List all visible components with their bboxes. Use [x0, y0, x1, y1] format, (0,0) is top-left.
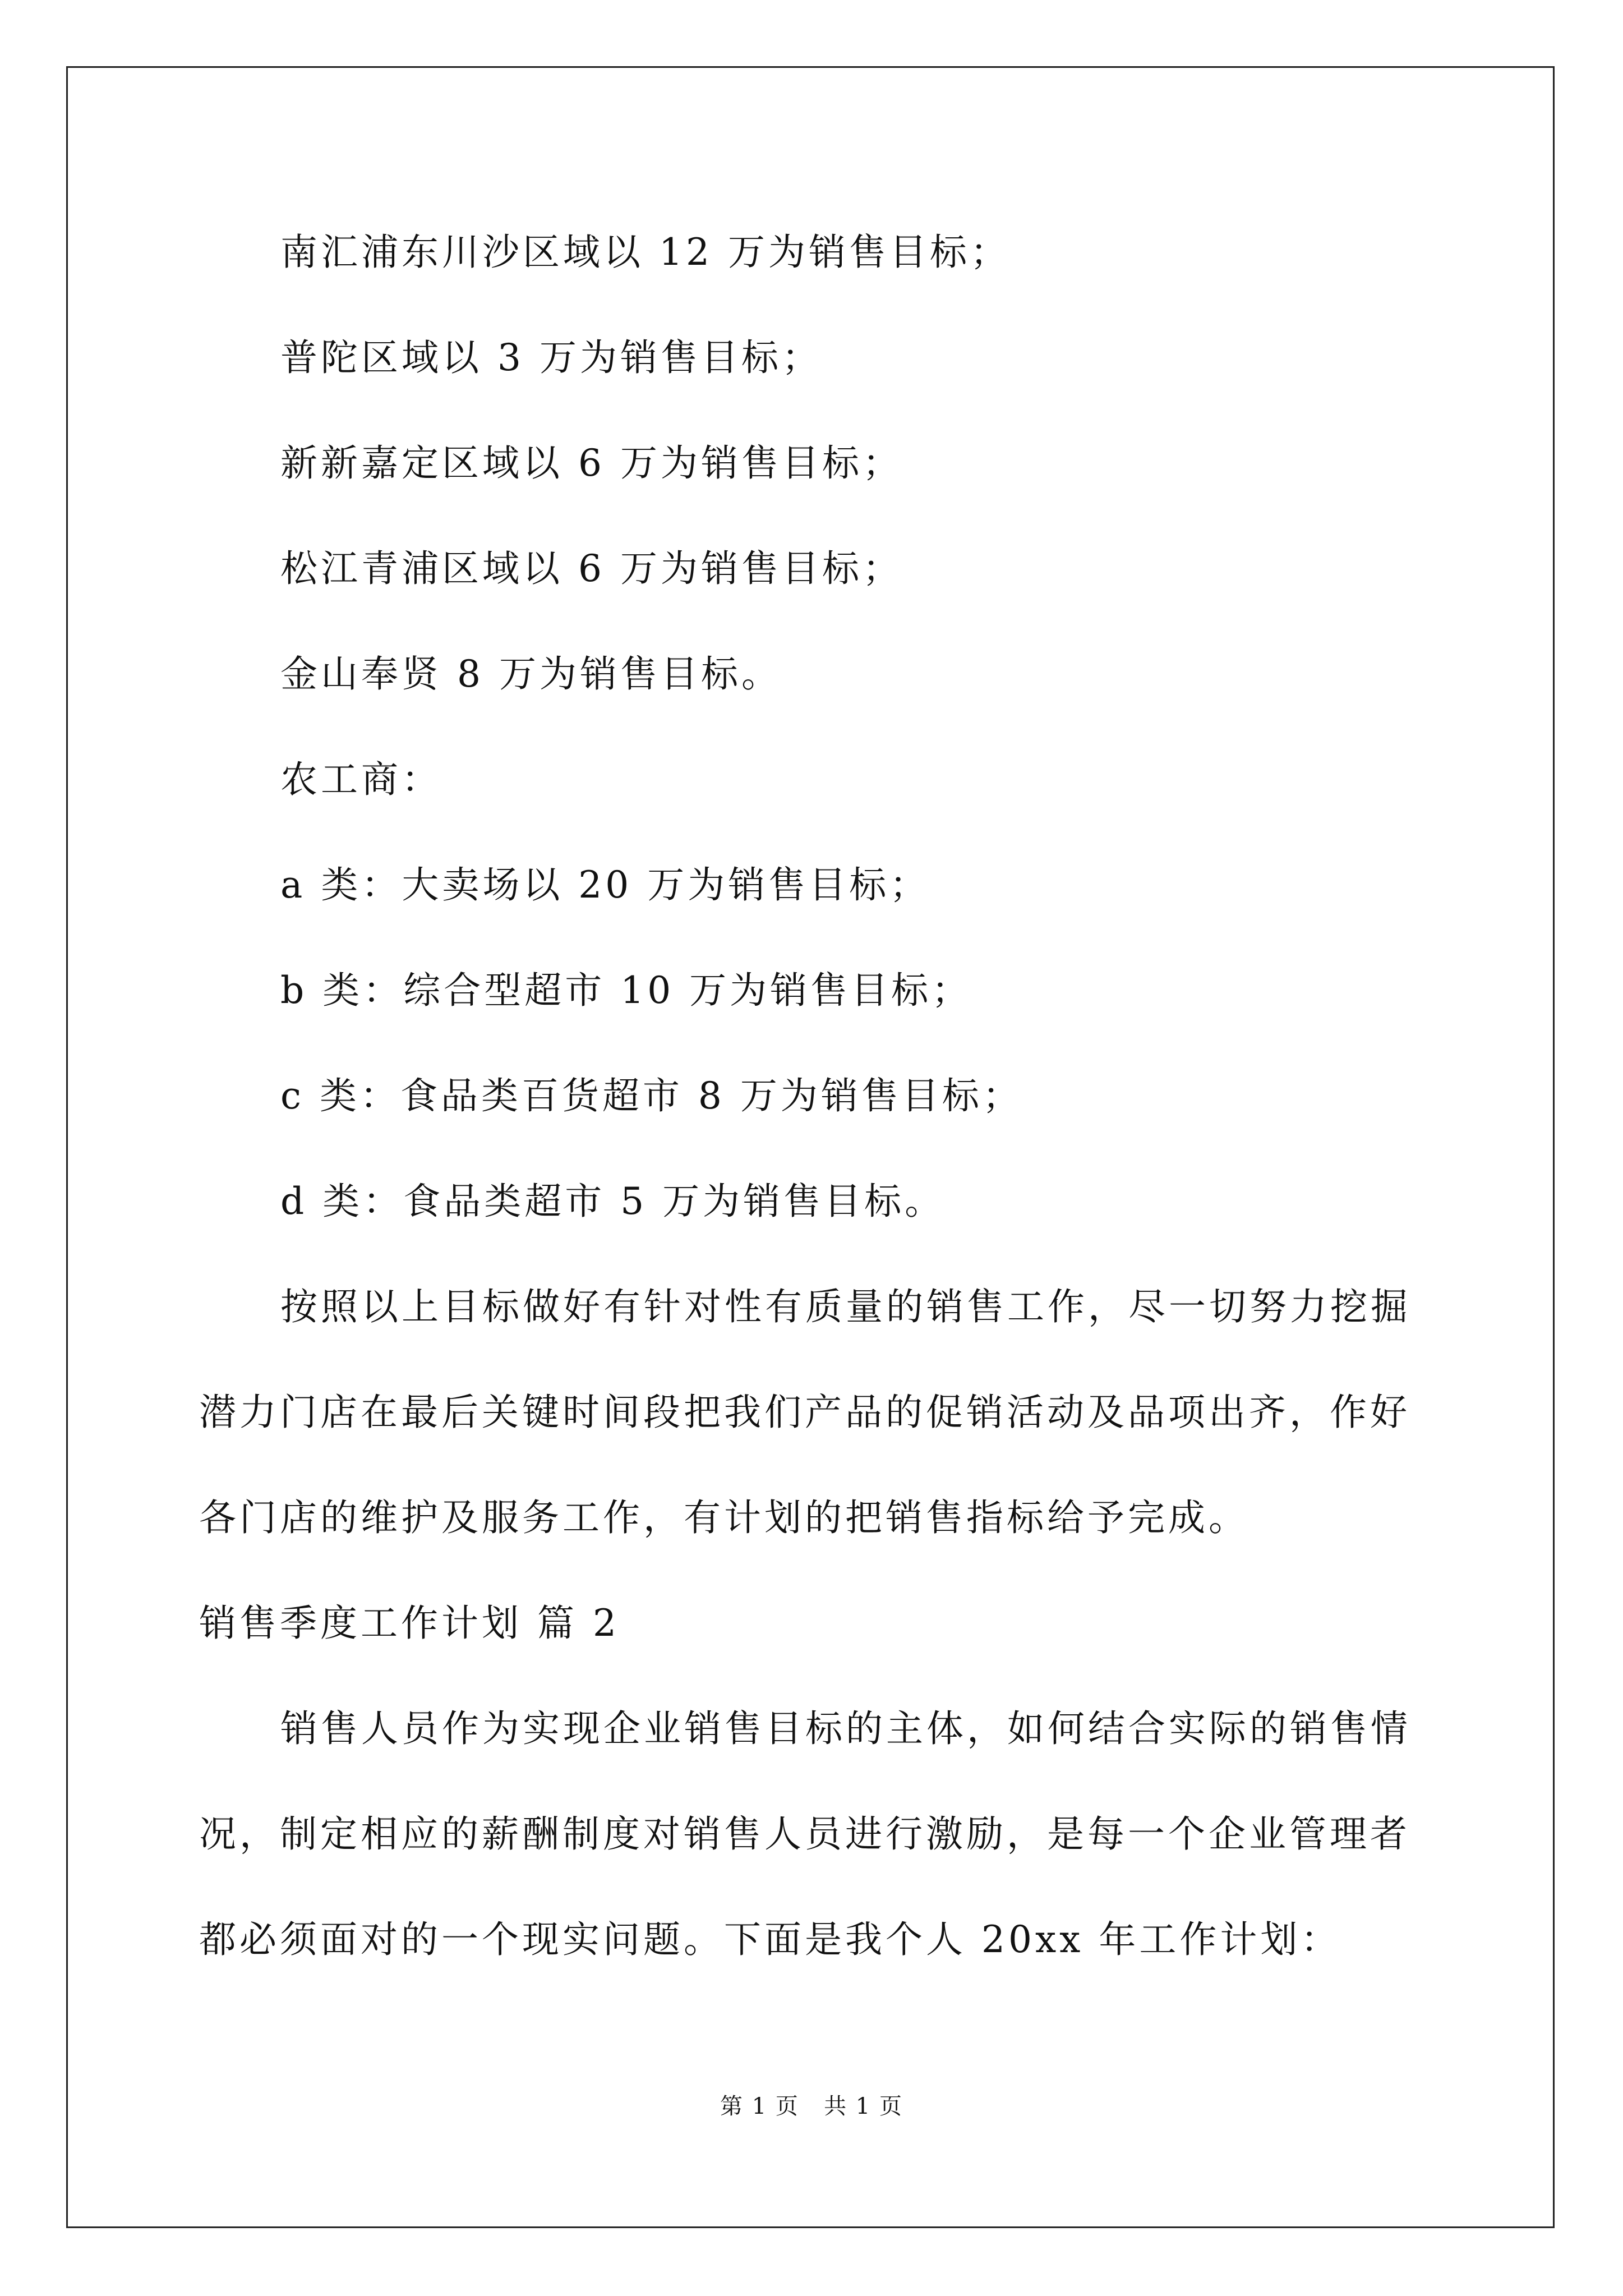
paragraph-line: 各门店的维护及服务工作，有计划的把销售指标给予完成。 — [199, 1496, 1249, 1539]
paragraph-line: d 类：食品类超市 5 万为销售目标。 — [280, 1180, 946, 1223]
paragraph-line: b 类：综合型超市 10 万为销售目标； — [280, 969, 972, 1012]
paragraph-line: 新新嘉定区域以 6 万为销售目标； — [280, 441, 903, 485]
page-border — [66, 66, 1555, 2228]
page-footer: 第 1 页 共 1 页 — [720, 2093, 903, 2119]
paragraph-line: a 类：大卖场以 20 万为销售目标； — [280, 863, 930, 907]
paragraph-line: 况，制定相应的薪酬制度对销售人员进行激励，是每一个企业管理者 — [199, 1812, 1410, 1856]
section-label: 农工商： — [280, 758, 442, 801]
paragraph-line: 按照以上目标做好有针对性有质量的销售工作，尽一切努力挖掘 — [280, 1285, 1411, 1328]
paragraph-line: 潜力门店在最后关键时间段把我们产品的促销活动及品项出齐，作好 — [199, 1391, 1410, 1434]
paragraph-line: c 类：食品类百货超市 8 万为销售目标； — [280, 1074, 1023, 1117]
paragraph-line: 普陀区域以 3 万为销售目标； — [280, 336, 822, 379]
paragraph-line: 金山奉贤 8 万为销售目标。 — [280, 652, 782, 696]
paragraph-line: 销售人员作为实现企业销售目标的主体，如何结合实际的销售情 — [280, 1707, 1411, 1750]
paragraph-line: 都必须面对的一个现实问题。下面是我个人 20xx 年工作计划： — [199, 1918, 1341, 1961]
section-heading: 销售季度工作计划 篇 2 — [199, 1602, 620, 1645]
paragraph-line: 南汇浦东川沙区域以 12 万为销售目标； — [280, 231, 1011, 274]
paragraph-line: 松江青浦区域以 6 万为销售目标； — [280, 547, 903, 590]
